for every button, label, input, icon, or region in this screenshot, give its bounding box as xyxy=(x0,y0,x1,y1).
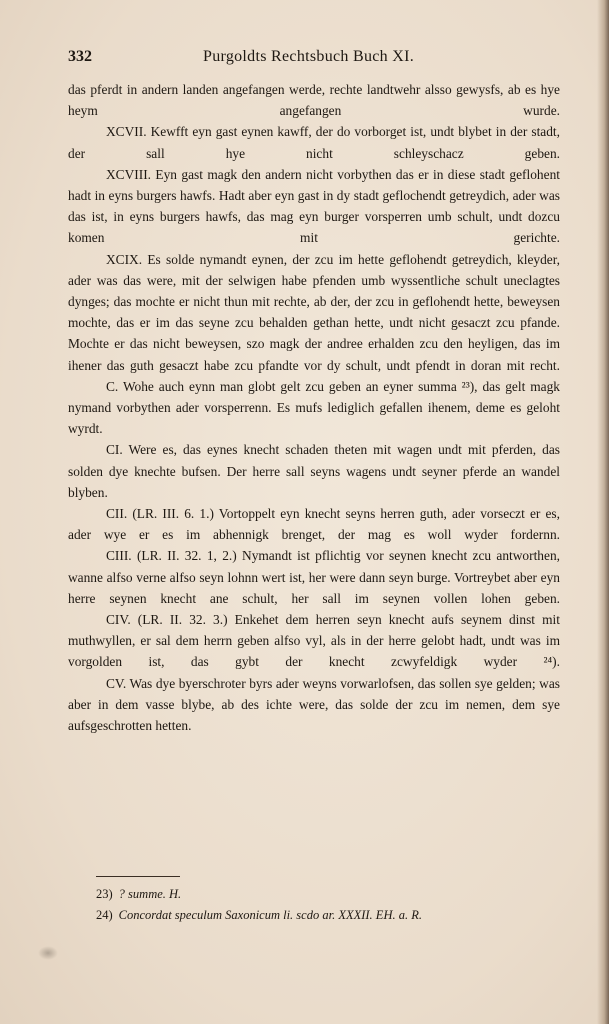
footnote xyxy=(96,905,536,926)
paragraph: CII. (LR. III. 6. 1.) Vortoppelt eyn knecht seyns herren guth, ader vorseczt er es, ader wye er es im abhennigk brenget, der mag es woll wyder fordernn. xyxy=(68,506,560,543)
footnotes xyxy=(96,884,536,926)
paragraph: CIV. (LR. II. 32. 3.) Enkehet dem herren seyn knecht aufs seynem dinst mit muthwyllen, er sal dem herrn geben alfso vyl, als in der herre gelobt hadt, undt was im vorgolden ist, das gybt der knecht zcwyfeldigk wyder ²⁴). xyxy=(68,612,560,670)
body-text xyxy=(68,79,560,736)
paragraph: CI. Were es, das eynes knecht schaden theten mit wagen undt mit pferden, das solden dye knechte bufsen. Der herre sall seyns wagens undt seyner pferde an wandel blyben. xyxy=(68,442,560,500)
paragraph: XCIX. Es solde nymandt eynen, der zcu im hette geflohendt getreydich, kleyder, ader was das were, mit der selwigen habe pfenden umb wyssentliche schult uneclagtes dynges; das mochte er nicht thun mit rechte, ab der, der zcu in geflohendt hette, beweysen mochte, das er im das seyne zcu behalden gethan hette, undt nicht gesaczt zcu pfande. Mochte er das nicht beweysen, szo magk der andree erhalden zcu den heyligen, das im ihener das guth gesaczt habe zcu pfandte vor dy schult, undt pfendt in doran mit recht. xyxy=(68,251,560,373)
running-title: Purgoldts Rechtsbuch Buch XI. xyxy=(203,48,415,65)
paragraph: XCVIII. Eyn gast magk den andern nicht vorbythen das er in diese stadt geflohent hadt in eyns burgers hawfs. Hadt aber eyn gast in dy stadt geflochendt getreydich, ader was das ist, in eyns burgers hawfs, das mag eyn burger vorsperren umb schult, undt dozcu komen mit gerichte. xyxy=(68,166,560,246)
paragraph: XCVII. Kewfft eyn gast eynen kawff, der do vorborget ist, undt blybet in der stadt, der sall hye nicht schleyschacz geben. xyxy=(68,124,560,161)
paragraph: CV. Was dye byerschroter byrs ader weyns vorwarlofsen, das sollen sye gelden; was aber in dem vasse blybe, ab des ichte were, das solde der zcu im nemen, dem sye aufsgeschrotten hetten. xyxy=(68,675,560,734)
footnote-number: 24) xyxy=(96,908,113,922)
ink-smudge xyxy=(38,946,58,960)
page-number: 332 xyxy=(68,48,92,65)
footnote-divider xyxy=(96,876,180,877)
footnote-number: 23) xyxy=(96,887,113,901)
footnote-text: Concordat speculum Saxonicum li. scdo ar. XXXII. EH. a. R. xyxy=(118,908,422,922)
paragraph: CIII. (LR. II. 32. 1, 2.) Nymandt ist pflichtig vor seynen knecht zcu antworthen, wanne alfso verne alfso seyn lohnn wert ist, her were dann seyn burge. Vortreybet aber eyn herre seynen knecht ane schult, her sall im seynen vollen lohen geben. xyxy=(68,548,560,606)
footnote-text: ? summe. H. xyxy=(118,887,182,901)
footnote xyxy=(96,884,536,905)
paragraph: das pferdt in andern landen angefangen werde, rechte landtwehr alsso gewysfs, ab es hye heym angefangen wurde. xyxy=(68,82,560,119)
page-header xyxy=(68,48,558,74)
page-edge-shadow xyxy=(597,0,609,1024)
paragraph: C. Wohe auch eynn man globt gelt zcu geben an eyner summa ²³), das gelt magk nymand vorbythen ader vorsperrenn. Es mufs lediglich gefallen ihenem, deme es geloht wyrdt. xyxy=(68,378,560,437)
